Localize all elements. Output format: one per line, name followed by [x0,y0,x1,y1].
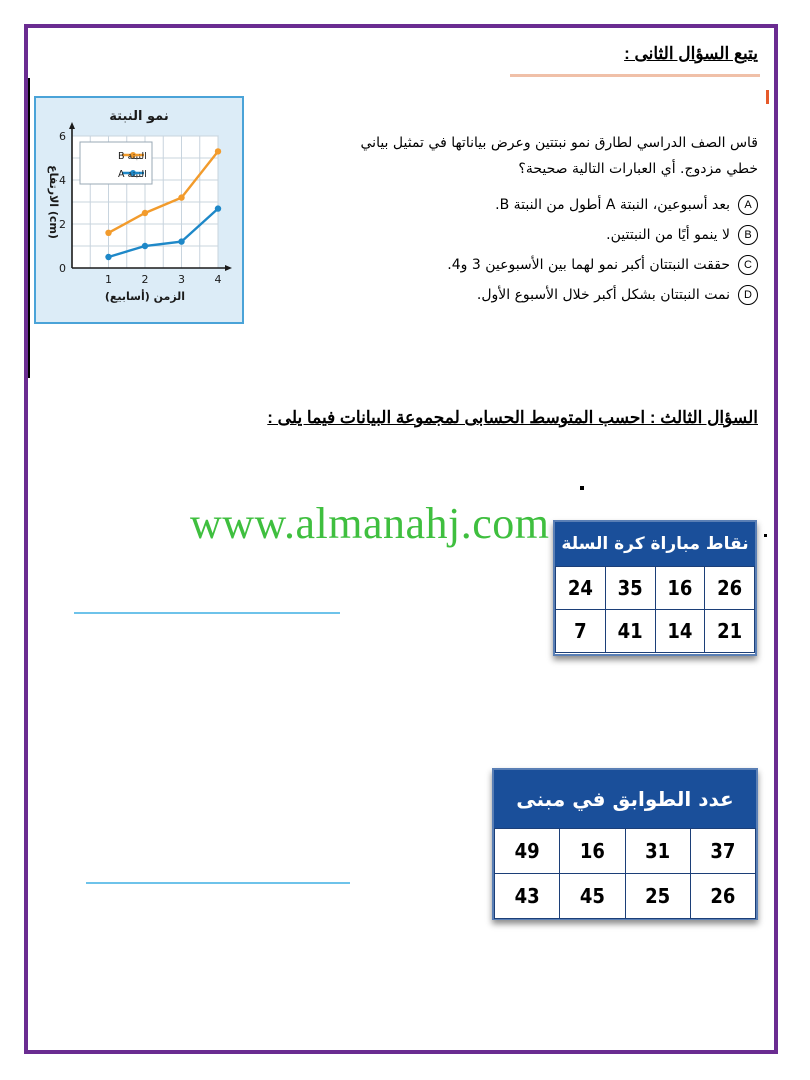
series-A-point [215,205,221,211]
y-axis-label: الارتفاع (cm) [47,165,60,239]
option-a-letter: A [738,195,758,215]
watermark: www.almanahj.com [190,499,550,548]
table-row [495,829,756,874]
series-B-point [142,210,148,216]
table-cell: 26 [705,567,755,610]
question-2-continued-heading: يتبع السؤال الثانى : [624,44,758,63]
basketball-points-table [553,520,757,656]
y-tick-label: 2 [59,218,66,231]
y-tick-label: 6 [59,130,66,143]
x-tick-label: 3 [178,273,185,286]
table-cell: 35 [605,567,655,610]
table-row [495,874,756,919]
x-tick-label: 4 [214,273,222,286]
question-3-heading: السؤال الثالث : احسب المتوسط الحسابى لمجموعة البيانات فيما يلى : [267,408,758,427]
table-cell: 37 [690,829,755,874]
option-d-letter: D [738,285,758,305]
table-2-title: عدد الطوابق في مبنى [494,770,756,828]
table-cell: 16 [560,829,625,874]
option-c-letter: C [738,255,758,275]
x-tick-label: 1 [105,273,112,286]
table-cell: 14 [655,610,705,653]
series-B-point [178,194,184,200]
table-1-grid [555,566,755,653]
table-cell: 16 [655,567,705,610]
legend-B-label: النبتة B [118,151,147,162]
option-a-text: بعد أسبوعين، النبتة A أطول من النبتة B. [495,197,730,213]
series-B-point [105,230,111,236]
table-cell: 24 [556,567,606,610]
chart-title: نمو النبتة [109,109,169,124]
answer-line-2[interactable] [86,882,350,884]
x-axis-arrow [225,265,232,271]
answer-line-1[interactable] [74,612,340,614]
cropped-artifact-mark [766,90,769,104]
building-floors-table [492,768,758,920]
option-a[interactable] [328,190,758,220]
option-d-text: نمت النبتتان بشكل أكبر خلال الأسبوع الأول. [476,287,730,303]
table-row [556,610,755,653]
option-b-text: لا ينمو أيًا من النبتتين. [606,227,730,243]
y-tick-label: 4 [59,174,66,187]
option-b-letter: B [738,225,758,245]
legend-A-label: النبتة A [118,169,147,180]
stray-mark [764,534,767,537]
plant-growth-chart [34,96,244,324]
question-2-block [328,130,758,310]
option-c-text: حققت النبتتان أكبر نمو لهما بين الأسبوعين 3 و4. [447,257,730,273]
table-cell: 21 [705,610,755,653]
cropped-border-line [28,78,30,378]
x-axis-label: الزمن (أسابيع) [104,290,186,303]
table-cell: 7 [556,610,606,653]
series-A-point [105,254,111,260]
stray-mark [580,486,584,490]
cropped-artifact [510,74,760,77]
table-1-title: نقاط مباراة كرة السلة [555,522,755,566]
option-c[interactable] [328,250,758,280]
option-d[interactable] [328,280,758,310]
y-axis-arrow [69,122,75,129]
x-tick-label: 2 [141,273,149,286]
series-A-point [142,243,148,249]
question-text: قاس الصف الدراسي لطارق نمو نبتتين وعرض بياناتها في تمثيل بياني خطي مزدوج. أي العبارات التالية صحيحة؟ [360,135,758,177]
table-cell: 25 [625,874,690,919]
option-b[interactable] [328,220,758,250]
table-2-grid [494,828,756,919]
table-cell: 31 [625,829,690,874]
table-cell: 49 [495,829,560,874]
series-B-point [215,148,221,154]
table-cell: 26 [690,874,755,919]
table-cell: 41 [605,610,655,653]
table-row [556,567,755,610]
series-A-point [178,238,184,244]
y-tick-label: 0 [59,262,66,275]
chart-svg [36,98,242,322]
table-cell: 43 [495,874,560,919]
table-cell: 45 [560,874,625,919]
